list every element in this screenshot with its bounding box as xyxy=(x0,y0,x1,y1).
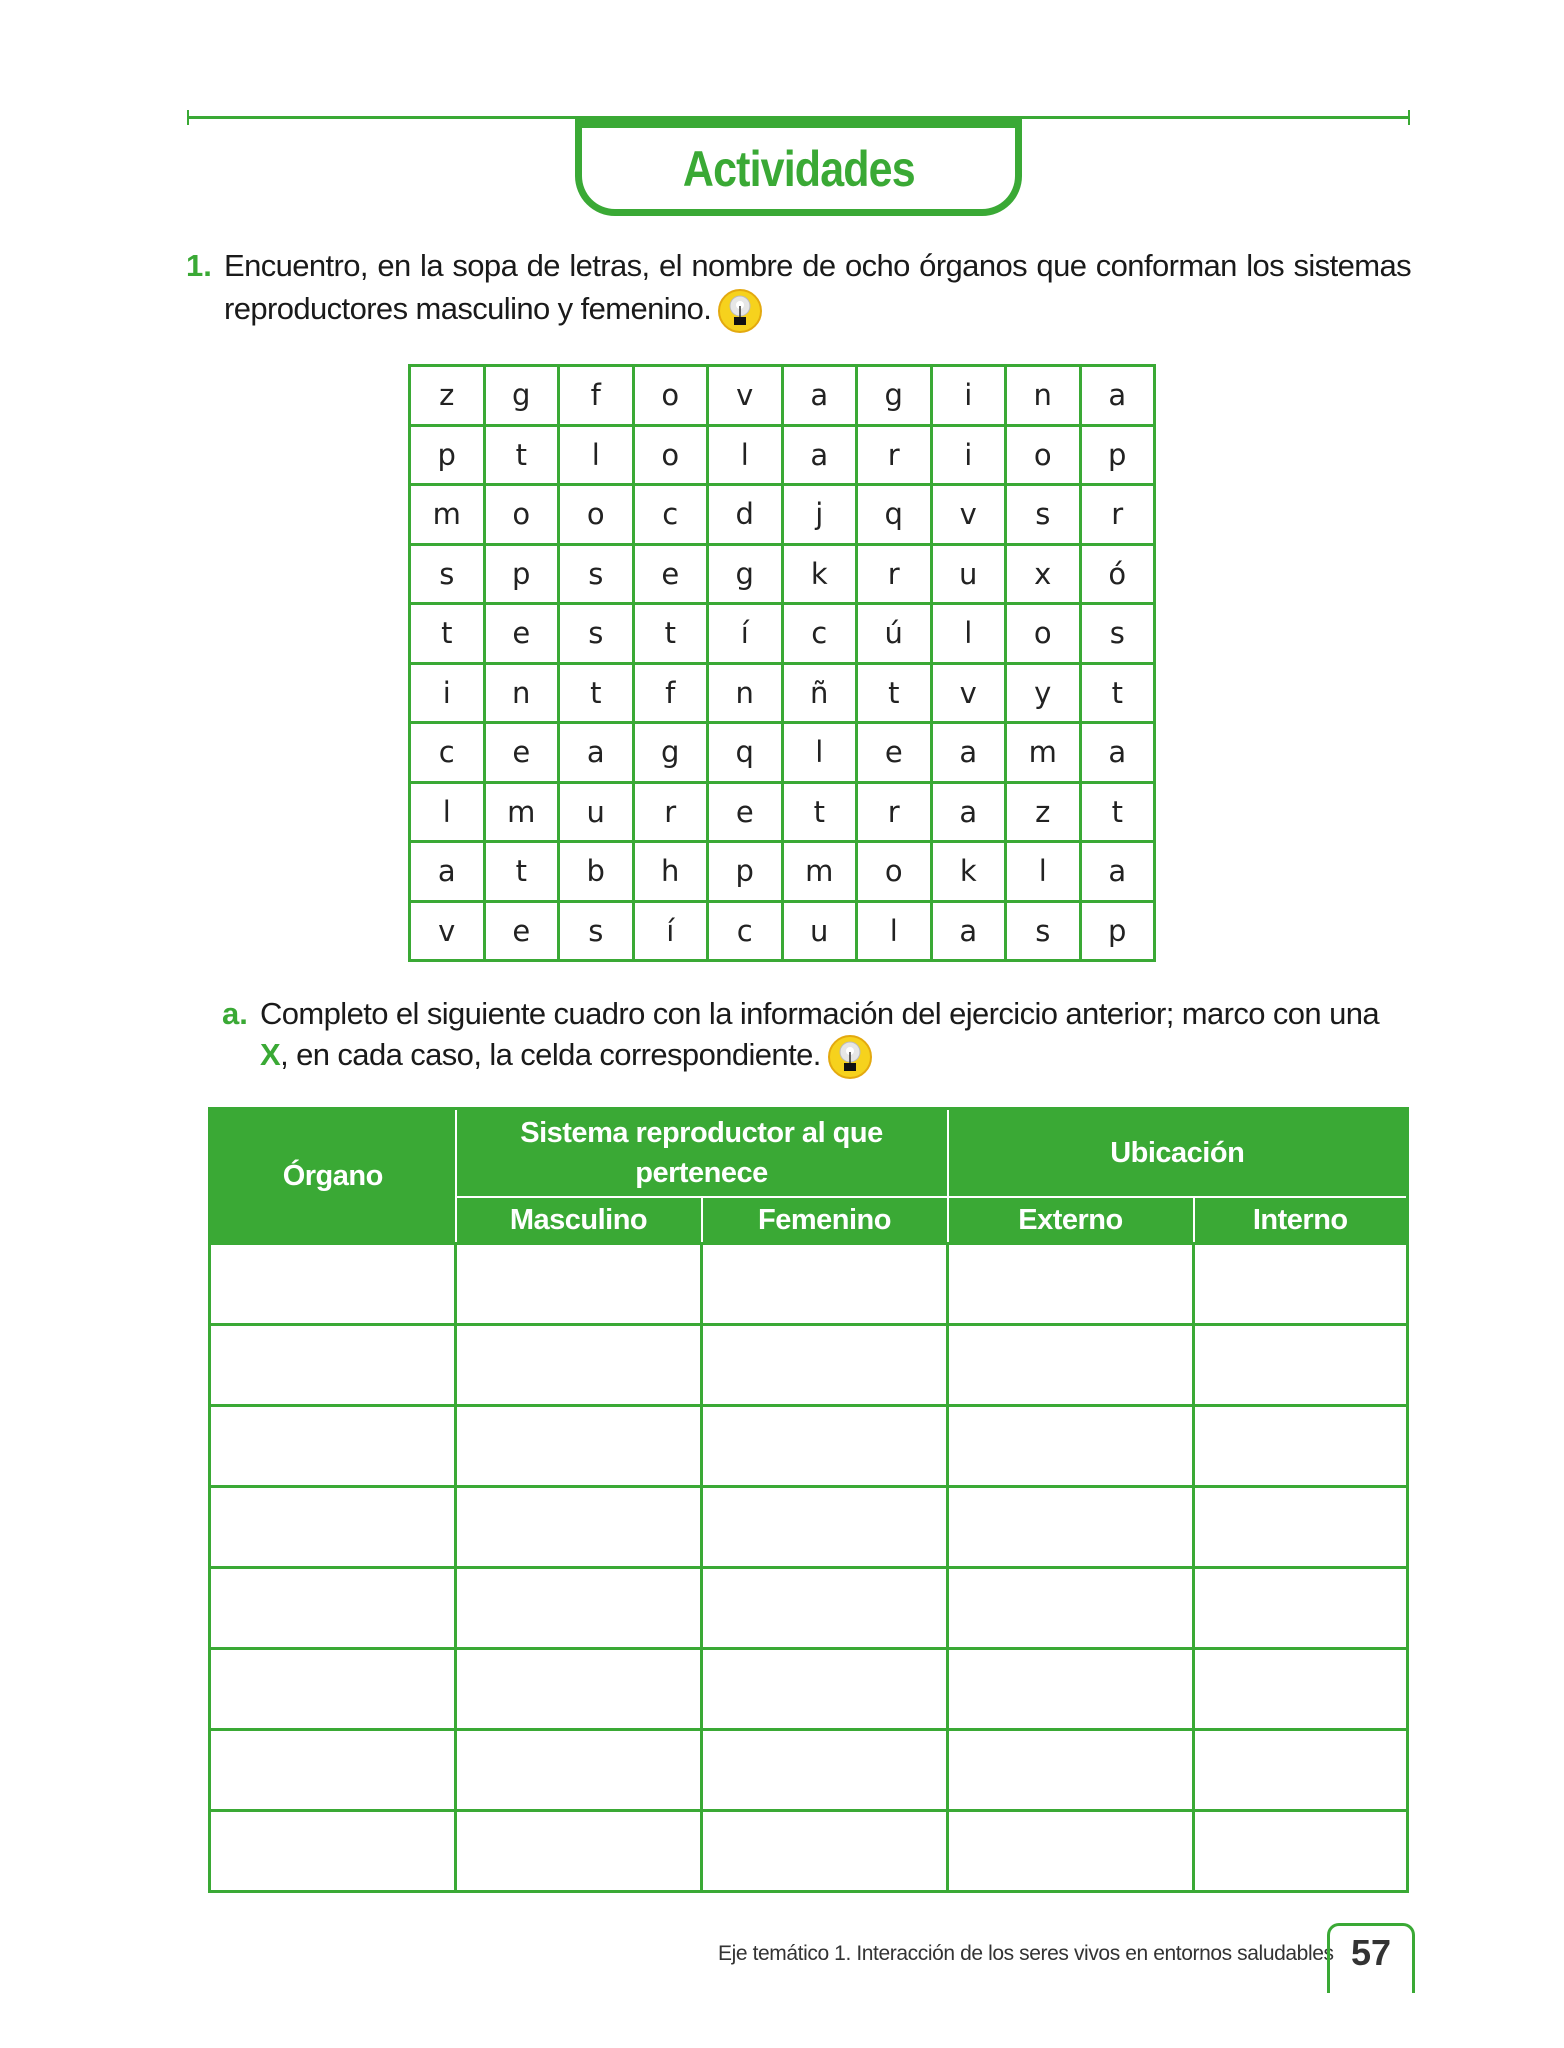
grid-cell[interactable]: a xyxy=(931,782,1006,842)
external-cell[interactable] xyxy=(948,1568,1194,1649)
header-female: Femenino xyxy=(702,1197,948,1244)
grid-row xyxy=(410,842,1155,902)
grid-cell[interactable]: a xyxy=(1080,366,1155,426)
grid-cell[interactable]: v xyxy=(410,901,485,961)
grid-cell[interactable]: s xyxy=(1006,901,1081,961)
grid-cell[interactable]: e xyxy=(633,544,708,604)
female-cell[interactable] xyxy=(702,1325,948,1406)
question-a-text-end: , en cada caso, la celda correspondiente. xyxy=(280,1037,821,1073)
grid-cell[interactable]: t xyxy=(410,604,485,664)
grid-cell[interactable]: e xyxy=(857,723,932,783)
table-row xyxy=(210,1568,1408,1649)
grid-cell[interactable]: r xyxy=(857,425,932,485)
header-location: Ubicación xyxy=(948,1109,1408,1197)
table-row xyxy=(210,1730,1408,1811)
internal-cell[interactable] xyxy=(1194,1649,1408,1730)
grid-cell[interactable]: t xyxy=(484,842,559,902)
question-1 xyxy=(186,244,1411,334)
table-row xyxy=(210,1406,1408,1487)
question-text xyxy=(186,244,1411,334)
grid-cell[interactable]: o xyxy=(1006,425,1081,485)
female-cell[interactable] xyxy=(702,1811,948,1892)
grid-cell[interactable]: a xyxy=(782,425,857,485)
grid-cell[interactable]: l xyxy=(782,723,857,783)
grid-cell[interactable]: s xyxy=(410,544,485,604)
grid-cell[interactable]: n xyxy=(708,663,783,723)
grid-cell[interactable]: a xyxy=(782,366,857,426)
grid-cell[interactable]: i xyxy=(931,425,1006,485)
section-title-tab xyxy=(575,116,1022,216)
male-cell[interactable] xyxy=(456,1244,702,1325)
organ-cell[interactable] xyxy=(210,1730,456,1811)
external-cell[interactable] xyxy=(948,1649,1194,1730)
internal-cell[interactable] xyxy=(1194,1325,1408,1406)
page-number-box xyxy=(1327,1923,1415,1993)
grid-cell[interactable]: i xyxy=(410,663,485,723)
grid-cell[interactable]: m xyxy=(782,842,857,902)
grid-cell[interactable]: q xyxy=(857,485,932,545)
grid-cell[interactable]: u xyxy=(559,782,634,842)
question-1-text: Encuentro, en la sopa de letras, el nombre de ocho órganos que conforman los sistemas reproductores masculino y femenino. xyxy=(224,248,1411,326)
organ-cell[interactable] xyxy=(210,1244,456,1325)
grid-row xyxy=(410,901,1155,961)
organ-cell[interactable] xyxy=(210,1568,456,1649)
grid-row xyxy=(410,723,1155,783)
grid-cell[interactable]: n xyxy=(484,663,559,723)
grid-cell[interactable]: a xyxy=(931,901,1006,961)
organ-cell[interactable] xyxy=(210,1811,456,1892)
grid-cell[interactable]: m xyxy=(410,485,485,545)
grid-cell[interactable]: h xyxy=(633,842,708,902)
grid-cell[interactable]: j xyxy=(782,485,857,545)
page-number: 57 xyxy=(1350,1932,1392,1973)
grid-cell[interactable]: p xyxy=(1080,901,1155,961)
grid-cell[interactable]: n xyxy=(1006,366,1081,426)
grid-cell[interactable]: m xyxy=(1006,723,1081,783)
grid-row xyxy=(410,782,1155,842)
grid-cell[interactable]: y xyxy=(1006,663,1081,723)
table-row xyxy=(210,1244,1408,1325)
grid-cell[interactable]: o xyxy=(633,366,708,426)
female-cell[interactable] xyxy=(702,1730,948,1811)
question-number: 1. xyxy=(186,248,212,283)
grid-cell[interactable]: u xyxy=(782,901,857,961)
female-cell[interactable] xyxy=(702,1244,948,1325)
male-cell[interactable] xyxy=(456,1325,702,1406)
grid-cell[interactable]: z xyxy=(410,366,485,426)
question-letter: a. xyxy=(222,996,248,1031)
lightbulb-icon xyxy=(717,288,763,334)
grid-cell[interactable]: k xyxy=(782,544,857,604)
grid-cell[interactable]: r xyxy=(857,782,932,842)
grid-cell[interactable]: í xyxy=(633,901,708,961)
grid-cell[interactable]: ó xyxy=(1080,544,1155,604)
grid-cell[interactable]: s xyxy=(1080,604,1155,664)
grid-row xyxy=(410,544,1155,604)
header-internal: Interno xyxy=(1194,1197,1408,1244)
male-cell[interactable] xyxy=(456,1406,702,1487)
grid-row xyxy=(410,604,1155,664)
male-cell[interactable] xyxy=(456,1730,702,1811)
grid-cell[interactable]: v xyxy=(931,663,1006,723)
grid-cell[interactable]: t xyxy=(633,604,708,664)
grid-cell[interactable]: v xyxy=(931,485,1006,545)
grid-cell[interactable]: t xyxy=(857,663,932,723)
grid-cell[interactable]: í xyxy=(708,604,783,664)
grid-cell[interactable]: c xyxy=(633,485,708,545)
internal-cell[interactable] xyxy=(1194,1487,1408,1568)
grid-row xyxy=(410,425,1155,485)
grid-cell[interactable]: g xyxy=(484,366,559,426)
grid-cell[interactable]: k xyxy=(931,842,1006,902)
grid-cell[interactable]: o xyxy=(1006,604,1081,664)
grid-cell[interactable]: l xyxy=(931,604,1006,664)
grid-cell[interactable]: p xyxy=(1080,425,1155,485)
grid-cell[interactable]: t xyxy=(782,782,857,842)
grid-row xyxy=(410,485,1155,545)
question-text xyxy=(222,993,1412,1080)
header-male: Masculino xyxy=(456,1197,702,1244)
header-reproductive-system: Sistema reproductor al que pertenece xyxy=(456,1109,948,1197)
grid-cell[interactable]: l xyxy=(410,782,485,842)
external-cell[interactable] xyxy=(948,1730,1194,1811)
grid-cell[interactable]: l xyxy=(1006,842,1081,902)
grid-cell[interactable]: t xyxy=(1080,663,1155,723)
grid-cell[interactable]: e xyxy=(484,901,559,961)
grid-cell[interactable]: l xyxy=(708,425,783,485)
grid-cell[interactable]: r xyxy=(857,544,932,604)
grid-cell[interactable]: s xyxy=(559,604,634,664)
grid-cell[interactable]: s xyxy=(1006,485,1081,545)
female-cell[interactable] xyxy=(702,1406,948,1487)
internal-cell[interactable] xyxy=(1194,1811,1408,1892)
grid-cell[interactable]: p xyxy=(708,842,783,902)
male-cell[interactable] xyxy=(456,1649,702,1730)
grid-row xyxy=(410,366,1155,426)
grid-cell[interactable]: p xyxy=(484,544,559,604)
lightbulb-icon xyxy=(827,1034,873,1080)
external-cell[interactable] xyxy=(948,1244,1194,1325)
grid-cell[interactable]: f xyxy=(559,366,634,426)
internal-cell[interactable] xyxy=(1194,1568,1408,1649)
grid-cell[interactable]: o xyxy=(559,485,634,545)
grid-cell[interactable]: a xyxy=(410,842,485,902)
grid-cell[interactable]: d xyxy=(708,485,783,545)
grid-cell[interactable]: q xyxy=(708,723,783,783)
grid-cell[interactable]: z xyxy=(1006,782,1081,842)
internal-cell[interactable] xyxy=(1194,1730,1408,1811)
external-cell[interactable] xyxy=(948,1811,1194,1892)
organ-cell[interactable] xyxy=(210,1649,456,1730)
grid-cell[interactable]: l xyxy=(857,901,932,961)
grid-cell[interactable]: o xyxy=(633,425,708,485)
grid-cell[interactable]: i xyxy=(931,366,1006,426)
grid-cell[interactable]: r xyxy=(1080,485,1155,545)
footer-axis-title: Eje temático 1. Interacción de los seres vivos en entornos saludables xyxy=(718,1942,1334,1965)
table-row xyxy=(210,1487,1408,1568)
x-mark: X xyxy=(260,1037,281,1073)
grid-cell[interactable]: a xyxy=(1080,842,1155,902)
male-cell[interactable] xyxy=(456,1568,702,1649)
external-cell[interactable] xyxy=(948,1406,1194,1487)
grid-cell[interactable]: t xyxy=(1080,782,1155,842)
female-cell[interactable] xyxy=(702,1487,948,1568)
grid-cell[interactable]: s xyxy=(559,544,634,604)
internal-cell[interactable] xyxy=(1194,1406,1408,1487)
grid-cell[interactable]: r xyxy=(633,782,708,842)
organ-classification-table xyxy=(208,1107,1409,1893)
grid-cell[interactable]: e xyxy=(484,604,559,664)
external-cell[interactable] xyxy=(948,1325,1194,1406)
word-search-grid xyxy=(408,364,1156,962)
grid-cell[interactable]: l xyxy=(559,425,634,485)
external-cell[interactable] xyxy=(948,1487,1194,1568)
grid-cell[interactable]: b xyxy=(559,842,634,902)
grid-cell[interactable]: o xyxy=(857,842,932,902)
table-row xyxy=(210,1811,1408,1892)
grid-cell[interactable]: g xyxy=(708,544,783,604)
organ-cell[interactable] xyxy=(210,1487,456,1568)
grid-cell[interactable]: a xyxy=(559,723,634,783)
grid-cell[interactable]: t xyxy=(559,663,634,723)
question-a-text-start: Completo el siguiente cuadro con la información del ejercicio anterior; marco con una xyxy=(260,996,1380,1031)
grid-cell[interactable]: t xyxy=(484,425,559,485)
question-1a xyxy=(222,993,1412,1080)
grid-cell[interactable]: m xyxy=(484,782,559,842)
grid-cell[interactable]: ñ xyxy=(782,663,857,723)
grid-cell[interactable]: ú xyxy=(857,604,932,664)
grid-cell[interactable]: p xyxy=(410,425,485,485)
grid-row xyxy=(410,663,1155,723)
section-title: Actividades xyxy=(682,140,915,197)
grid-cell[interactable]: c xyxy=(708,901,783,961)
female-cell[interactable] xyxy=(702,1568,948,1649)
grid-cell[interactable]: g xyxy=(857,366,932,426)
grid-cell[interactable]: f xyxy=(633,663,708,723)
grid-cell[interactable]: s xyxy=(559,901,634,961)
grid-cell[interactable]: x xyxy=(1006,544,1081,604)
grid-cell[interactable]: a xyxy=(931,723,1006,783)
header-external: Externo xyxy=(948,1197,1194,1244)
grid-cell[interactable]: v xyxy=(708,366,783,426)
male-cell[interactable] xyxy=(456,1811,702,1892)
grid-cell[interactable]: c xyxy=(782,604,857,664)
organ-cell[interactable] xyxy=(210,1406,456,1487)
grid-cell[interactable]: g xyxy=(633,723,708,783)
grid-cell[interactable]: a xyxy=(1080,723,1155,783)
table-row xyxy=(210,1325,1408,1406)
female-cell[interactable] xyxy=(702,1649,948,1730)
organ-cell[interactable] xyxy=(210,1325,456,1406)
grid-cell[interactable]: u xyxy=(931,544,1006,604)
grid-cell[interactable]: e xyxy=(484,723,559,783)
grid-cell[interactable]: c xyxy=(410,723,485,783)
grid-cell[interactable]: e xyxy=(708,782,783,842)
grid-cell[interactable]: o xyxy=(484,485,559,545)
header-organ: Órgano xyxy=(210,1109,456,1244)
male-cell[interactable] xyxy=(456,1487,702,1568)
internal-cell[interactable] xyxy=(1194,1244,1408,1325)
table-row xyxy=(210,1649,1408,1730)
